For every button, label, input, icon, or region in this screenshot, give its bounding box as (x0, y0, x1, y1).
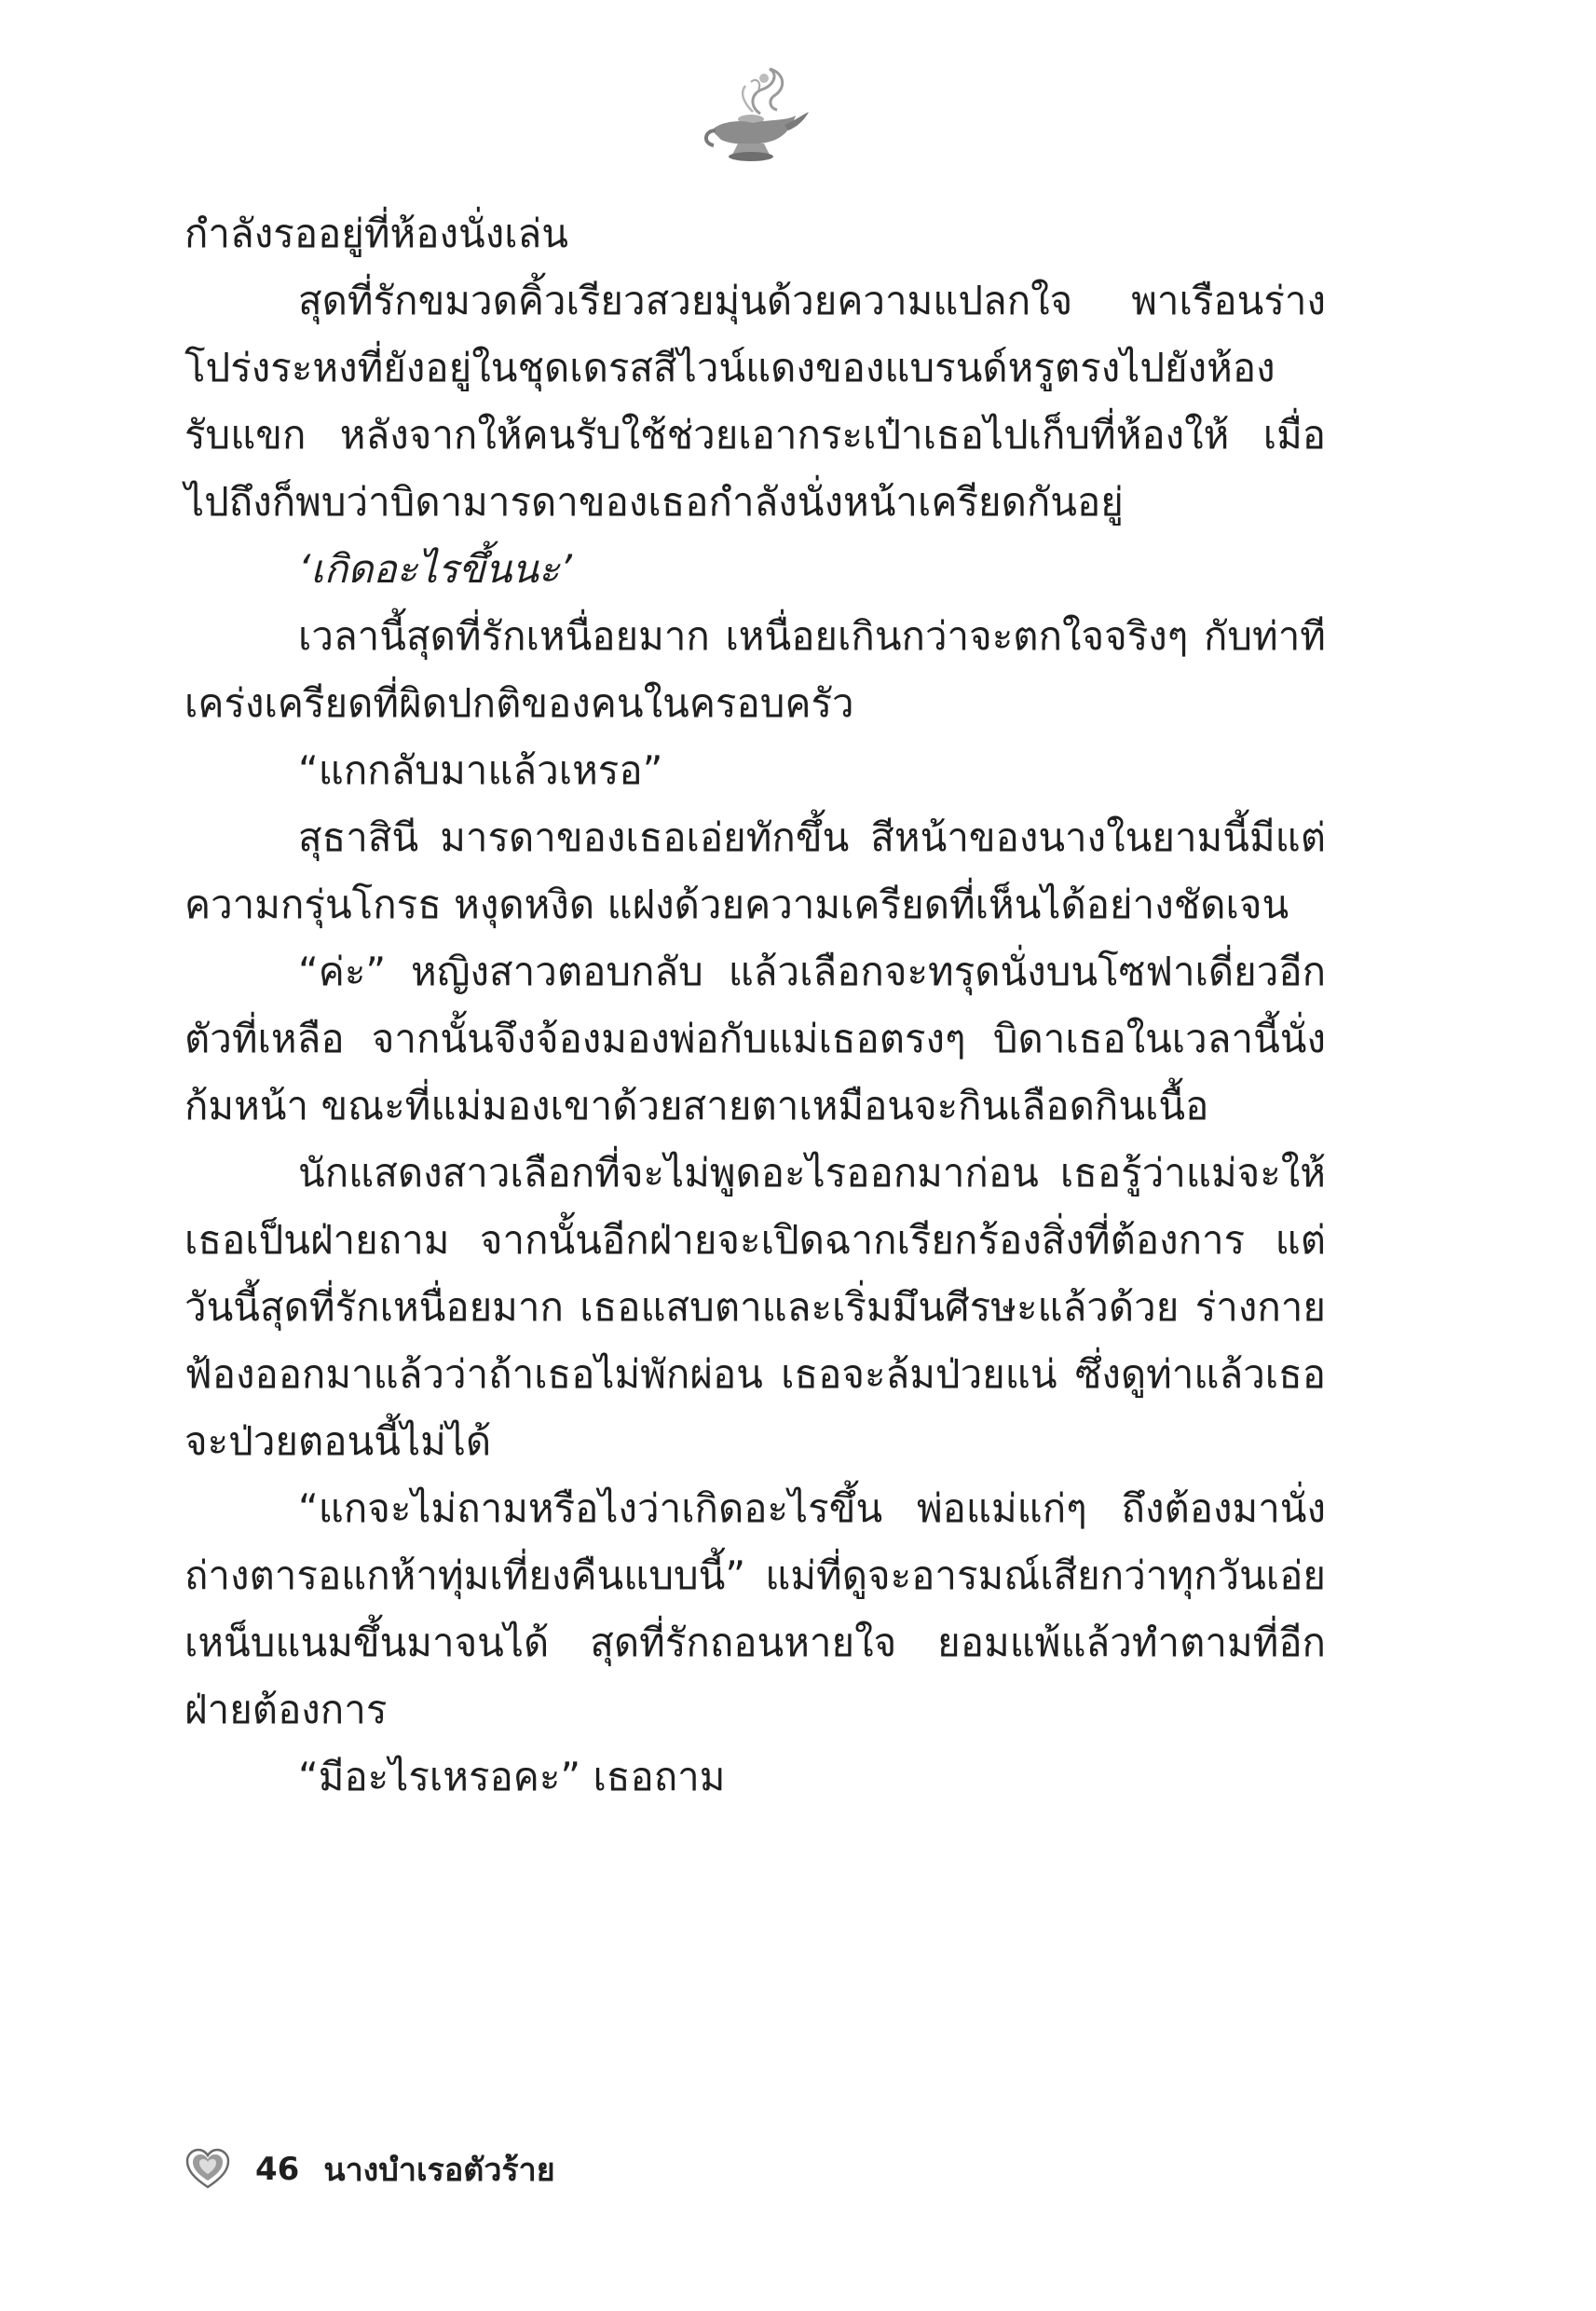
dialogue: “แกกลับมาแล้วเหรอ” (298, 747, 663, 793)
paragraph: กำลังรออยู่ที่ห้องนั่งเล่น (184, 211, 569, 256)
paragraph: นักแสดงสาวเลือกที่จะไม่พูดอะไรออกมาก่อน เธอรู้ว่าแม่จะให้เธอเป็นฝ่ายถาม จากนั้นอีกฝ่ายจะเปิดฉากเรียกร้องสิ่งที่ต้องการ แต่วันนี้สุดที่รักเหนื่อยมาก เธอแสบตาและเริ่มมึนศีรษะแล้วด้วย ร่างกายฟ้องออกมาแล้วว่าถ้าเธอไม่พักผ่อน เธอจะล้มป่วยแน่ ซึ่งดูท่าแล้วเธอจะป่วยตอนนี้ไม่ได้ (184, 1150, 1326, 1464)
paragraph: สุธาสินี มารดาของเธอเอ่ยทักขึ้น สีหน้าของนางในยามนี้มีแต่ความกรุ่นโกรธ หงุดหงิด แฝงด้วยความเครียดที่เห็นได้อย่างชัดเจน (184, 814, 1326, 927)
page-footer (184, 2141, 555, 2197)
book-title: นางบำเรอตัวร้าย (323, 2152, 555, 2189)
paragraph: สุดที่รักขมวดคิ้วเรียวสวยมุ่นด้วยความแปลกใจ พาเรือนร่างโปร่งระหงที่ยังอยู่ในชุดเดรสสีไวน์แดงของแบรนด์หรูตรงไปยังห้องรับแขก หลังจากให้คนรับใช้ช่วยเอากระเป๋าเธอไปเก็บที่ห้องให้ เมื่อไปถึงก็พบว่าบิดามารดาของเธอกำลังนั่งหน้าเครียดกันอยู่ (184, 278, 1326, 525)
body-text (184, 200, 1326, 1811)
heart-emblem-icon (184, 2146, 231, 2193)
magic-lamp-icon (695, 65, 816, 168)
page-number: 46 (255, 2151, 300, 2188)
dialogue: “มีอะไรเหรอคะ” เธอถาม (298, 1754, 726, 1799)
paragraph: “ค่ะ” หญิงสาวตอบกลับ แล้วเลือกจะทรุดนั่งบนโซฟาเดี่ยวอีกตัวที่เหลือ จากนั้นจึงจ้องมองพ่อกับแม่เธอตรงๆ บิดาเธอในเวลานี้นั่งก้มหน้า ขณะที่แม่มองเขาด้วยสายตาเหมือนจะกินเลือดกินเนื้อ (184, 949, 1326, 1128)
inner-thought: ‘เกิดอะไรขึ้นนะ’ (298, 546, 572, 592)
paragraph: “แกจะไม่ถามหรือไงว่าเกิดอะไรขึ้น พ่อแม่แก่ๆ ถึงต้องมานั่งถ่างตารอแกห้าทุ่มเที่ยงคืนแบบนี้” แม่ที่ดูจะอารมณ์เสียกว่าทุกวันเอ่ยเหน็บแนมขึ้นมาจนได้ สุดที่รักถอนหายใจ ยอมแพ้แล้วทำตามที่อีกฝ่ายต้องการ (184, 1485, 1326, 1732)
paragraph: เวลานี้สุดที่รักเหนื่อยมาก เหนื่อยเกินกว่าจะตกใจจริงๆ กับท่าทีเคร่งเครียดที่ผิดปกติของคนในครอบครัว (184, 613, 1326, 726)
